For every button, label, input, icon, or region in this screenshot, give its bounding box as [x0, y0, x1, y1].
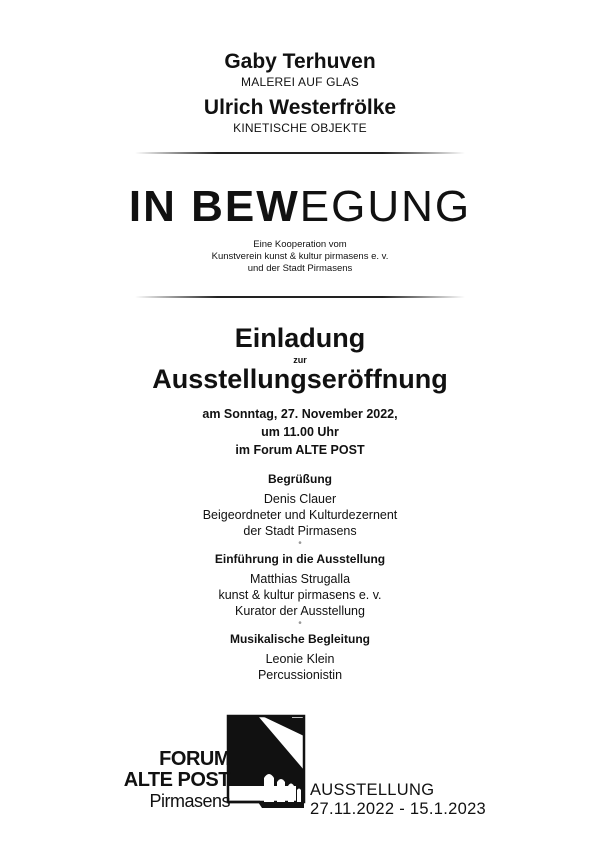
exhibition-title: [0, 182, 600, 232]
program-music-line: Leonie Klein: [265, 652, 335, 666]
program-heading-welcome: Begrüßung: [268, 472, 332, 486]
invitation-heading: Einladung: [234, 323, 366, 353]
exhibition-info: [310, 781, 486, 819]
separator-dot: •: [298, 538, 302, 549]
title-bold-part: IN BEW: [128, 182, 300, 231]
cooperation-line-1: Eine Kooperation vom: [253, 239, 347, 250]
logo-line-city: Pirmasens: [149, 791, 230, 811]
exhibition-dates: 27.11.2022 - 15.1.2023: [310, 800, 487, 818]
separator-dot: •: [298, 618, 302, 629]
program-welcome-text: [0, 491, 600, 539]
exhibition-label: AUSSTELLUNG: [310, 781, 435, 799]
logo-line-forum: FORUM: [159, 748, 230, 770]
program-welcome-line: Beigeordneter und Kulturdezernent: [202, 508, 398, 522]
logo-line-alte-post: ALTE POST: [123, 769, 230, 791]
event-time: um 11.00 Uhr: [261, 425, 339, 439]
cooperation-line-3: und der Stadt Pirmasens: [247, 263, 353, 274]
program-welcome-line: der Stadt Pirmasens: [243, 524, 357, 538]
artist-1-name: Gaby Terhuven: [224, 50, 376, 73]
artist-2-medium: KINETISCHE OBJEKTE: [233, 121, 367, 135]
cooperation-text: [0, 239, 600, 275]
divider-bottom: [135, 296, 465, 298]
program-introduction-line: Matthias Strugalla: [249, 572, 351, 586]
program-introduction-text: [0, 571, 600, 619]
forum-logo-text: [120, 749, 230, 812]
program-introduction-line: kunst & kultur pirmasens e. v.: [218, 588, 382, 602]
invitation-subheading: Ausstellungseröffnung: [152, 364, 448, 394]
event-date: am Sonntag, 27. November 2022,: [202, 407, 398, 421]
artist-2-name: Ulrich Westerfrölke: [203, 96, 397, 119]
program-heading-music: Musikalische Begleitung: [229, 632, 371, 646]
event-details: [0, 405, 600, 459]
event-venue: im Forum ALTE POST: [235, 443, 365, 457]
divider-top: [135, 152, 465, 154]
program-music-text: [0, 651, 600, 683]
invitation-connector: zur: [293, 355, 307, 365]
artist-1-medium: MALEREI AUF GLAS: [241, 75, 359, 89]
program-introduction-line: Kurator der Ausstellung: [235, 604, 365, 618]
cooperation-line-2: Kunstverein kunst & kultur pirmasens e. v.: [211, 251, 389, 262]
program-music-line: Percussionistin: [257, 668, 343, 682]
program-welcome-line: Denis Clauer: [263, 492, 337, 506]
program-heading-introduction: Einführung in die Ausstellung: [214, 552, 386, 566]
title-light-part: EGUNG: [299, 182, 472, 231]
